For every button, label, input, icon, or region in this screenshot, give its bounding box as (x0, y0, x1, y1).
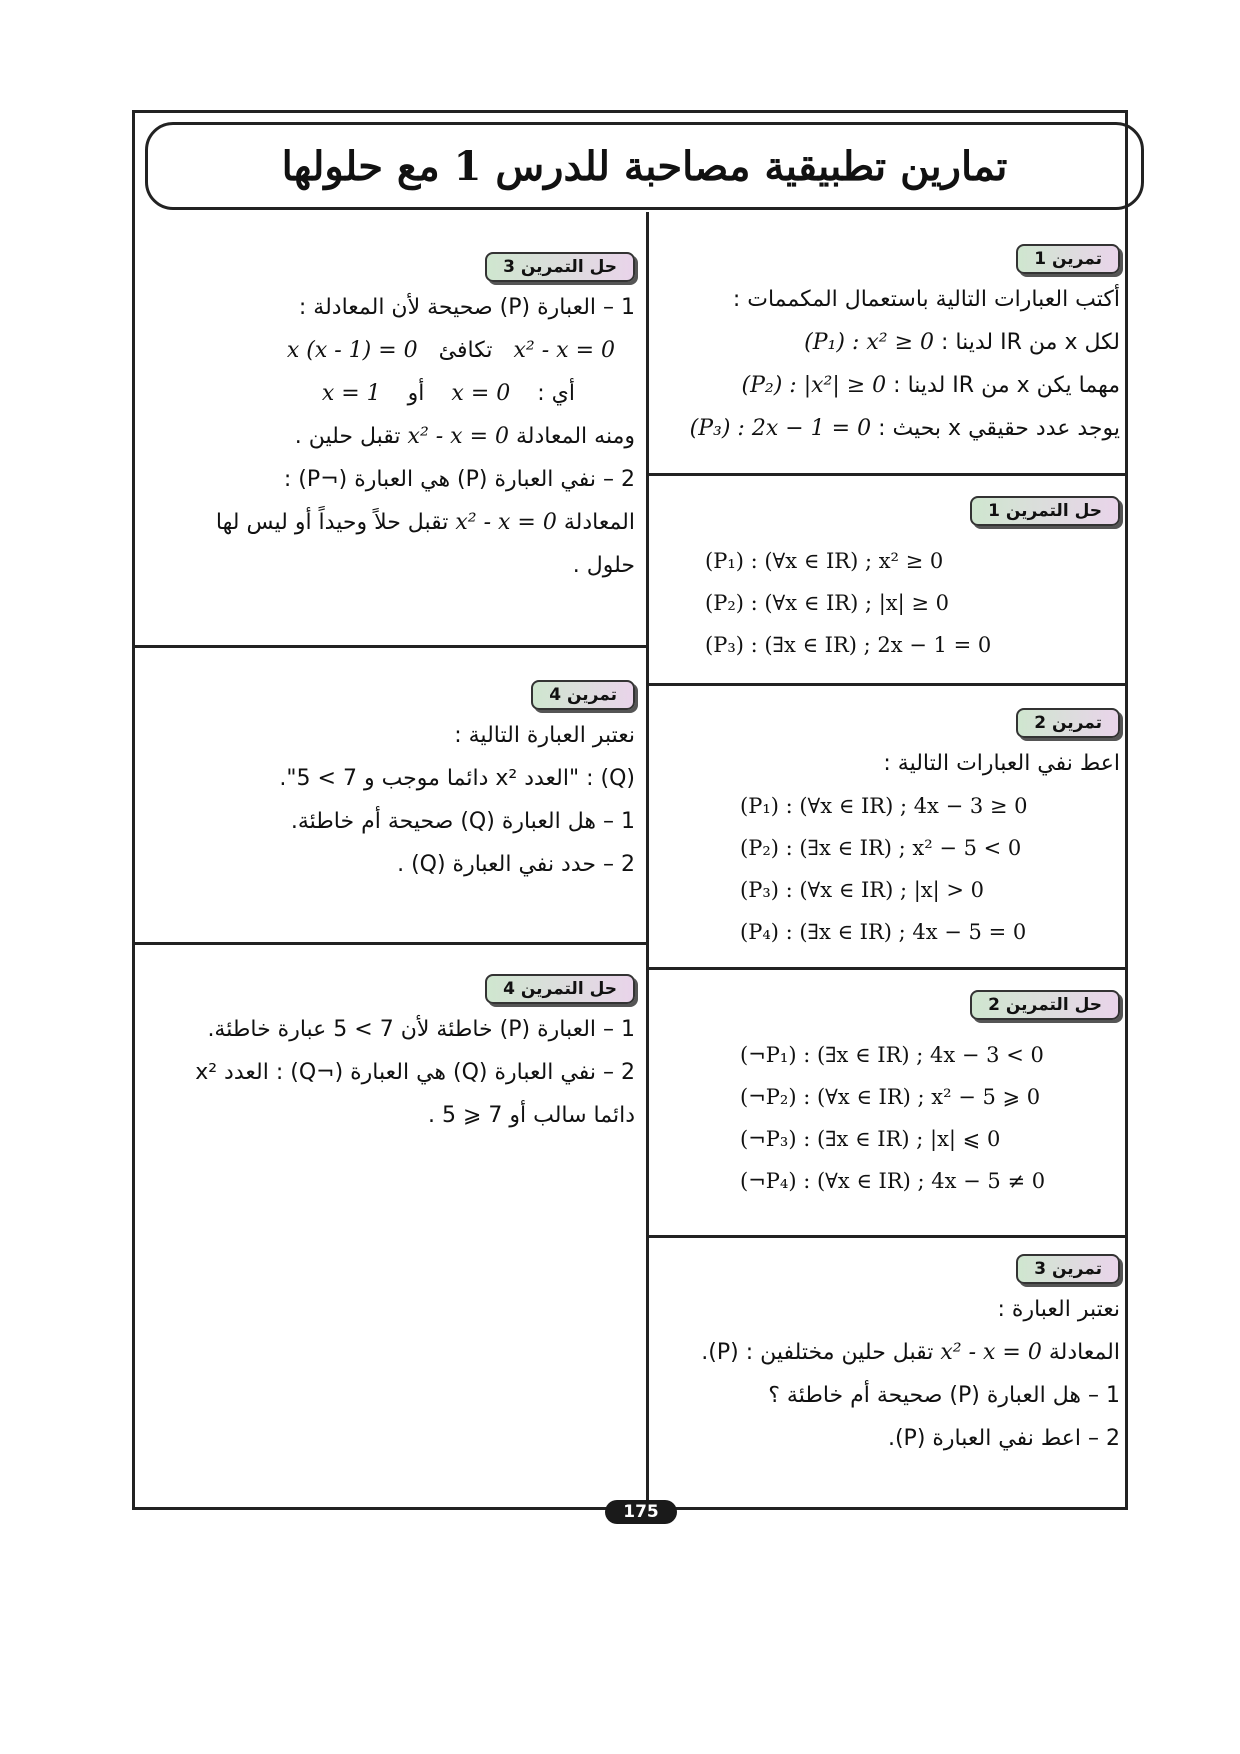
exercise-3-line-1: نعتبر العبارة : (997, 1297, 1120, 1322)
exercise-2-line: (P₃) : (∀x ∈ IR) ; |x| > 0 (740, 878, 984, 902)
solution-2 (660, 990, 1120, 1202)
page-title: تمارين تطبيقية مصاحبة للدرس 1 مع حلولها (281, 142, 1008, 190)
solution-2-lines (660, 1034, 1120, 1202)
exercise-2-line: (P₄) : (∃x ∈ IR) ; 4x − 5 = 0 (740, 920, 1027, 944)
solution-1-line: (P₃) : (∃x ∈ IR) ; 2x − 1 = 0 (705, 633, 992, 657)
solution-4-badge: حل التمرين 4 (485, 974, 635, 1004)
exercise-1-badge: تمرين 1 (1016, 244, 1120, 274)
exercise-3 (660, 1254, 1120, 1460)
solution-2-line: (¬P₁) : (∃x ∈ IR) ; 4x − 3 < 0 (740, 1043, 1044, 1067)
exercise-3-line-4: 2 – اعط نفي العبارة (P). (887, 1426, 1120, 1451)
solution-1-line: (P₂) : (∀x ∈ IR) ; |x| ≥ 0 (705, 591, 949, 615)
solution-4-line-3: دائما سالب أو 7 ⩽ 5 . (427, 1103, 635, 1128)
solution-1-line: (P₁) : (∀x ∈ IR) ; x² ≥ 0 (705, 549, 944, 573)
exercise-1-line-1: لكل x من IR لدينا : (P₁) : x² ≥ 0 (804, 330, 1120, 355)
solution-3-line-6: المعادلة x² - x = 0 تقبل حلاً وحيداً أو ليس لها (215, 510, 635, 535)
exercise-2-badge: تمرين 2 (1016, 708, 1120, 738)
solution-3-line-3: أي : x = 0 أو x = 1 (321, 381, 575, 406)
solution-4 (145, 974, 635, 1137)
exercise-4-line-4: 2 – حدد نفي العبارة (Q) . (397, 852, 635, 877)
exercise-1-intro: أكتب العبارات التالية باستعمال المكممات : (732, 287, 1120, 312)
solution-2-line: (¬P₃) : (∃x ∈ IR) ; |x| ⩽ 0 (740, 1127, 1001, 1151)
solution-2-badge: حل التمرين 2 (970, 990, 1120, 1020)
exercise-4-badge: تمرين 4 (531, 680, 635, 710)
separator (646, 967, 1128, 970)
exercise-1 (660, 244, 1120, 450)
exercise-2-intro: اعط نفي العبارات التالية : (883, 751, 1120, 776)
solution-1-lines (660, 540, 1120, 666)
separator (646, 1235, 1128, 1238)
column-divider (646, 212, 649, 1508)
separator (132, 942, 646, 945)
solution-3-badge: حل التمرين 3 (485, 252, 635, 282)
solution-1 (660, 496, 1120, 666)
exercise-4-line-2: (Q) : "العدد x² دائما موجب و 7 > 5". (279, 766, 635, 791)
solution-2-line: (¬P₂) : (∀x ∈ IR) ; x² − 5 ⩾ 0 (740, 1085, 1041, 1109)
exercise-1-line-3: يوجد عدد حقيقي x بحيث : (P₃) : 2x − 1 = 0 (689, 416, 1120, 441)
page-number: 175 (605, 1500, 677, 1524)
solution-3-line-5: 2 – نفي العبارة (P) هي العبارة (¬P) : (283, 467, 635, 492)
exercise-3-line-2: المعادلة x² - x = 0 تقبل حلين مختلفين : (P). (701, 1340, 1120, 1365)
solution-4-line-2: 2 – نفي العبارة (Q) هي العبارة (¬Q) : العدد x² (195, 1060, 635, 1085)
separator (646, 473, 1128, 476)
solution-3-line-2: x² - x = 0 تكافئ x (x - 1) = 0 (286, 338, 615, 363)
separator (132, 645, 646, 648)
exercise-4-line-1: نعتبر العبارة التالية : (454, 723, 635, 748)
exercise-2-line: (P₁) : (∀x ∈ IR) ; 4x − 3 ≥ 0 (740, 794, 1028, 818)
exercise-4-line-3: 1 – هل العبارة (Q) صحيحة أم خاطئة. (290, 809, 635, 834)
solution-4-line-1: 1 – العبارة (P) خاطئة لأن 7 > 5 عبارة خاطئة. (207, 1017, 635, 1042)
exercise-2 (660, 708, 1120, 953)
exercise-1-line-2: مهما يكن x من IR لدينا : (P₂) : |x²| ≥ 0 (741, 373, 1120, 398)
solution-3-line-7: حلول . (572, 553, 635, 578)
solution-2-line: (¬P₄) : (∀x ∈ IR) ; 4x − 5 ≠ 0 (740, 1169, 1046, 1193)
exercise-2-line: (P₂) : (∃x ∈ IR) ; x² − 5 < 0 (740, 836, 1022, 860)
separator (646, 683, 1128, 686)
exercise-3-badge: تمرين 3 (1016, 1254, 1120, 1284)
solution-3-line-4: ومنه المعادلة x² - x = 0 تقبل حلين . (294, 424, 635, 449)
exercise-3-line-3: 1 – هل العبارة (P) صحيحة أم خاطئة ؟ (768, 1383, 1120, 1408)
solution-1-badge: حل التمرين 1 (970, 496, 1120, 526)
solution-3-line-1: 1 – العبارة (P) صحيحة لأن المعادلة : (298, 295, 635, 320)
exercise-2-lines (660, 785, 1120, 953)
solution-3 (145, 252, 635, 587)
exercise-4 (145, 680, 635, 886)
